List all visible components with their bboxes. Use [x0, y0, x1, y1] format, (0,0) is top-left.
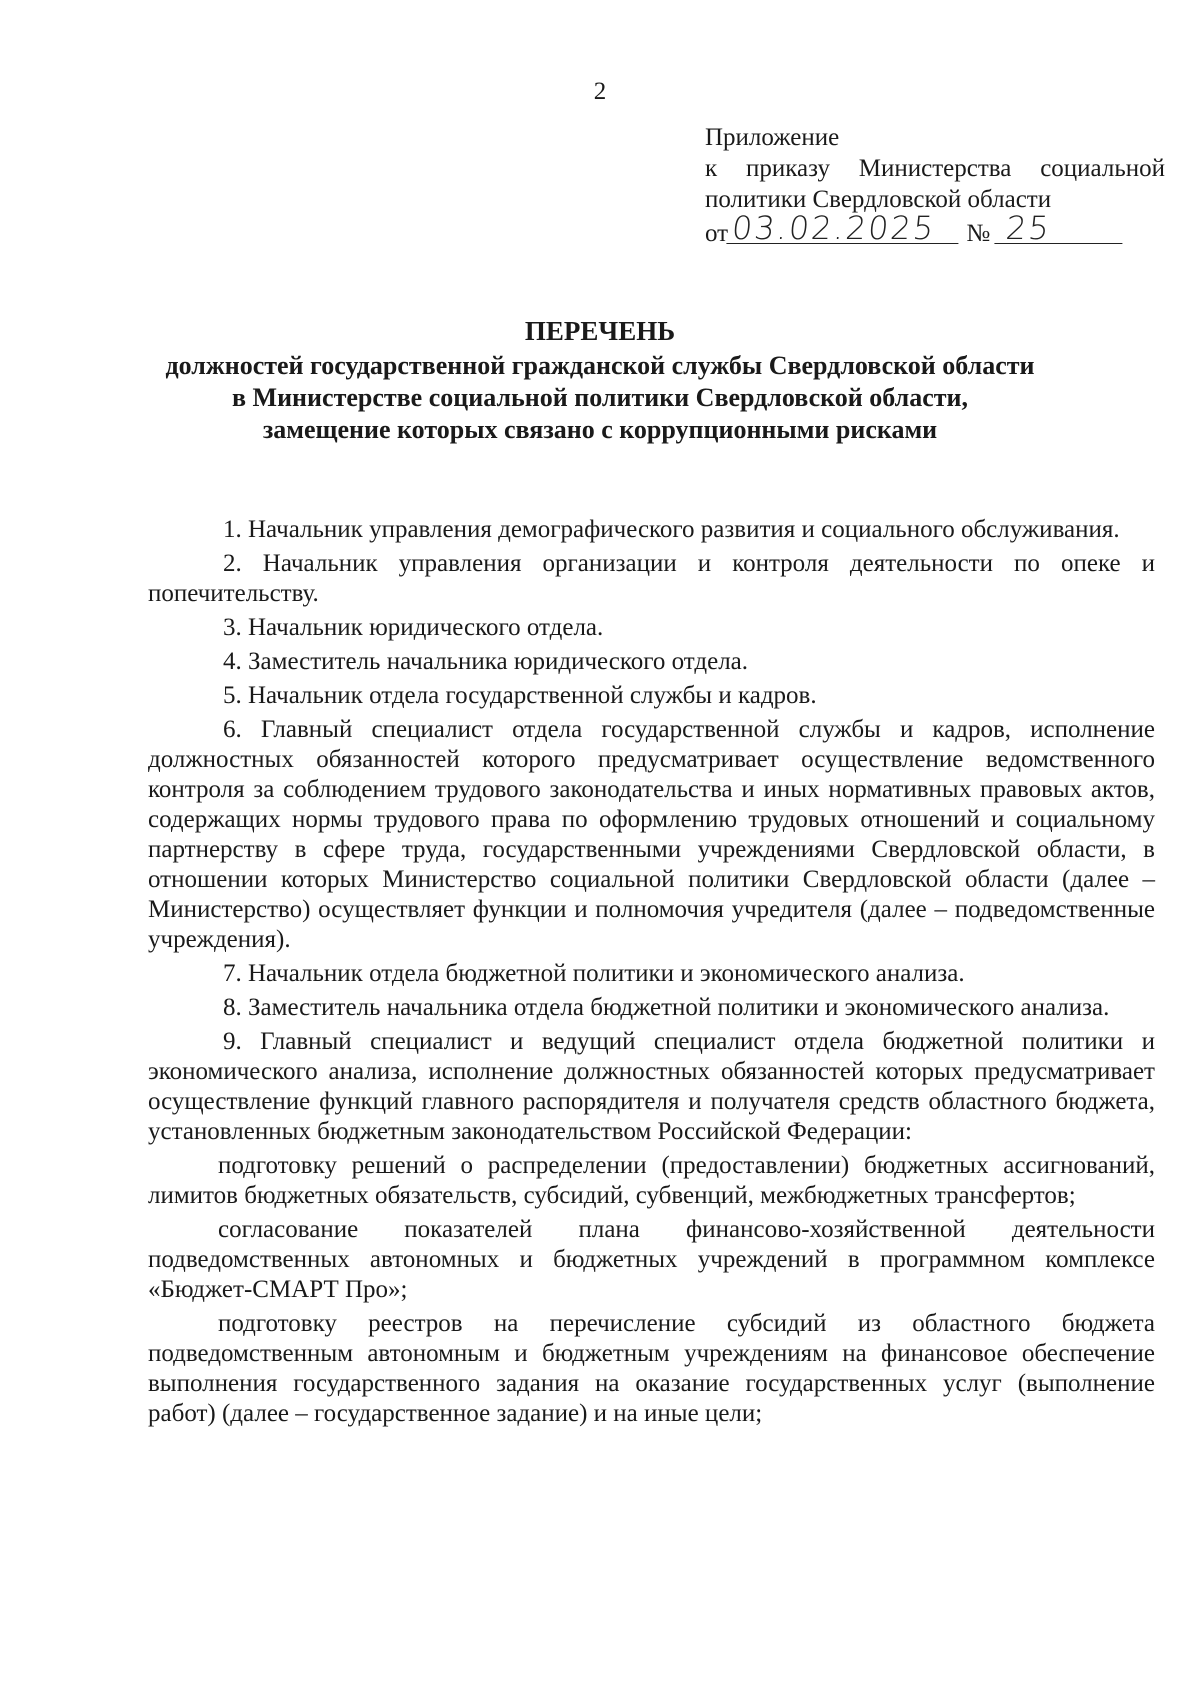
page-number: 2 [593, 78, 607, 105]
number-prefix: № [966, 220, 991, 247]
title-line-1: должностей государственной гражданской службы Свердловской области [165, 351, 1035, 380]
sub-item-2: согласование показателей плана финансово-хозяйственной деятельности подведомственных автономных и бюджетных учреждений в программном комплексе «Бюджет-СМАРТ Про»; [148, 1216, 1155, 1303]
appendix-label: Приложение [705, 124, 840, 151]
title-line-3: замещение которых связано с коррупционными рисками [262, 415, 938, 444]
list-item-9: 9. Главный специалист и ведущий специалист отдела бюджетной политики и экономического анализа, исполнение должностных обязанностей которых предусматривает осуществление функций главного распорядителя и получателя средств областного бюджета, установленных бюджетным законодательством Российской Федерации: [148, 1028, 1155, 1145]
handwritten-date: 03.02.2025 [726, 213, 961, 244]
sub-item-1: подготовку решений о распределении (предоставлении) бюджетных ассигнований, лимитов бюджетных обязательств, субсидий, субвенций, межбюджетных трансфертов; [148, 1152, 1155, 1209]
appendix-order-line: к приказу Министерства социальной [705, 155, 1165, 182]
list-item-8: 8. Заместитель начальника отдела бюджетной политики и экономического анализа. [223, 994, 1110, 1021]
document-title [0, 315, 1200, 446]
appendix-date-row [705, 209, 1175, 249]
date-prefix: от [705, 220, 729, 247]
list-item-2: 2. Начальник управления организации и контроля деятельности по опеке и попечительству. [148, 550, 1155, 607]
list-item-1: 1. Начальник управления демографического развития и социального обслуживания. [223, 516, 1120, 543]
appendix-ministry-line: политики Свердловской области [705, 186, 1052, 213]
list-item-6: 6. Главный специалист отдела государственной службы и кадров, исполнение должностных обязанностей которого предусматривает осуществление ведомственного контроля за соблюдением трудового законодательства и иных нормативных правовых актов, содержащих нормы трудового права по оформлению трудовых отношений и социальному партнерству в сфере труда, государственными учреждениями Свердловской области, в отношении которых Министерство социальной политики Свердловской области (далее – Министерство) осуществляет функции и полномочия учредителя (далее – подведомственные учреждения). [148, 716, 1155, 953]
title-main: ПЕРЕЧЕНЬ [524, 316, 676, 346]
document-body [148, 515, 1155, 1433]
list-item-4: 4. Заместитель начальника юридического отдела. [223, 648, 749, 675]
sub-item-3: подготовку реестров на перечисление субсидий из областного бюджета подведомственным автономным и бюджетным учреждениям на финансовое обеспечение выполнения государственного задания на оказание государственных услуг (выполнение работ) (далее – государственное задание) и на иные цели; [148, 1310, 1155, 1427]
title-line-2: в Министерстве социальной политики Свердловской области, [232, 383, 968, 412]
handwritten-number: 25 [995, 213, 1126, 244]
appendix-block [705, 122, 1175, 249]
list-item-7: 7. Начальник отдела бюджетной политики и экономического анализа. [223, 960, 965, 987]
list-item-5: 5. Начальник отдела государственной службы и кадров. [223, 682, 817, 709]
list-item-3: 3. Начальник юридического отдела. [223, 614, 604, 641]
